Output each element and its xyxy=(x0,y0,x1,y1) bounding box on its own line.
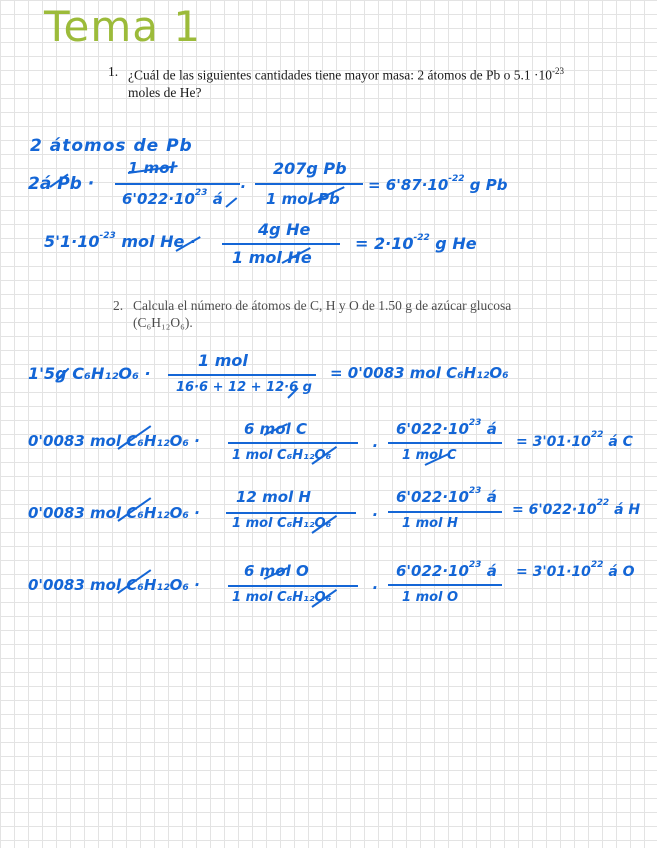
s2-line3-frac1-bar xyxy=(226,512,356,514)
s2-line4-lead: 0'0083 mol C₆H₁₂O₆ · xyxy=(28,576,200,594)
s2-line3-frac1-den: 1 mol C₆H₁₂O₆ xyxy=(232,516,332,531)
question-1 xyxy=(108,63,598,101)
s2-line2-frac1-den: 1 mol C₆H₁₂O₆ xyxy=(232,448,332,463)
s2-line3-frac2-den: 1 mol H xyxy=(402,516,458,531)
s2-line4-frac2-bar xyxy=(388,584,502,586)
s2-line2-lead: 0'0083 mol C₆H₁₂O₆ · xyxy=(28,432,200,450)
question-2 xyxy=(113,297,603,331)
s2-line1-frac-den: 16·6 + 12 + 12·6 g xyxy=(176,380,312,395)
question-2-text: Calcula el número de átomos de C, H y O de 1.50 g de azúcar glucosa xyxy=(133,298,512,313)
s2-line3-result: = $6'022\cdot 10^{22}$ á H xyxy=(512,498,641,518)
page-title: Tema 1 xyxy=(44,2,202,51)
question-1-text: ¿Cuál de las siguientes cantidades tiene mayor masa: 2 átomos de Pb o 5.1 ·10 xyxy=(128,67,553,83)
s2-line1-result: = 0'0083 mol C₆H₁₂O₆ xyxy=(330,364,509,382)
s2-line2-frac1-bar xyxy=(228,442,358,444)
s2-line1-lead: 1'5g C₆H₁₂O₆ · xyxy=(28,364,151,383)
s1-line1-frac1-num: 1 mol xyxy=(128,159,175,177)
s2-line4-frac2-den: 1 mol O xyxy=(402,590,459,605)
s1-line2-frac-den: 1 mol He xyxy=(232,248,312,267)
s2-line1-frac-bar xyxy=(168,374,316,376)
s1-line1-frac2-num: 207g Pb xyxy=(273,159,347,178)
s2-line2-dot: · xyxy=(372,437,378,455)
s1-line2-frac-bar xyxy=(222,243,340,245)
s1-line1-result: = $6'87\cdot 10^{-22}$ g Pb xyxy=(368,174,508,194)
s2-line3-lead: 0'0083 mol C₆H₁₂O₆ · xyxy=(28,504,200,522)
s2-line1-frac-num: 1 mol xyxy=(198,351,248,370)
s2-line2-frac2-num: $6'022\cdot 10^{23}$ á xyxy=(396,418,497,438)
solution1-heading: 2 átomos de Pb xyxy=(30,136,193,156)
s2-line2-frac2-bar xyxy=(388,442,502,444)
cancel-stroke xyxy=(225,197,237,208)
s2-line2-frac2-den: 1 mol C xyxy=(402,448,457,463)
s2-line4-result: = $3'01\cdot 10^{22}$ á O xyxy=(516,560,635,580)
s1-line2-frac-num: 4g He xyxy=(258,220,311,239)
s1-line2-lead: $5'1\cdot 10^{-23}$ mol He · xyxy=(44,231,196,251)
s1-line1-frac1-bar xyxy=(115,183,240,185)
question-2-number: 2. xyxy=(113,298,124,313)
s1-line1-dot: · xyxy=(240,178,246,196)
s2-line4-dot: · xyxy=(372,579,378,597)
question-2-text-cont: (C₆H₁₂O₆). xyxy=(133,315,193,330)
s2-line2-result: = $3'01\cdot 10^{22}$ á C xyxy=(516,430,633,450)
s2-line2-frac1-num: 6 mol C xyxy=(244,420,307,438)
s2-line3-frac2-bar xyxy=(388,511,502,513)
question-1-number: 1. xyxy=(108,64,119,79)
s2-line4-frac1-num: 6 mol O xyxy=(244,562,309,580)
s1-line1-lead: 2á Pb · xyxy=(28,174,95,194)
s2-line3-frac1-num: 12 mol H xyxy=(236,488,311,506)
s2-line3-dot: · xyxy=(372,506,378,524)
question-1-exponent: -23 xyxy=(552,66,565,76)
s2-line3-frac2-num: $6'022\cdot 10^{23}$ á xyxy=(396,486,497,506)
s1-line1-frac1-den: $6'022\cdot 10^{23}$ á xyxy=(122,188,223,208)
s1-line1-frac2-bar xyxy=(255,183,363,185)
question-1-text-cont: moles de He? xyxy=(128,84,202,100)
s2-line4-frac1-den: 1 mol C₆H₁₂O₆ xyxy=(232,590,332,605)
s1-line2-result: = $2\cdot 10^{-22}$ g He xyxy=(355,233,477,253)
s2-line4-frac2-num: $6'022\cdot 10^{23}$ á xyxy=(396,560,497,580)
s2-line4-frac1-bar xyxy=(228,585,358,587)
s1-line1-frac2-den: 1 mol Pb xyxy=(266,190,340,208)
